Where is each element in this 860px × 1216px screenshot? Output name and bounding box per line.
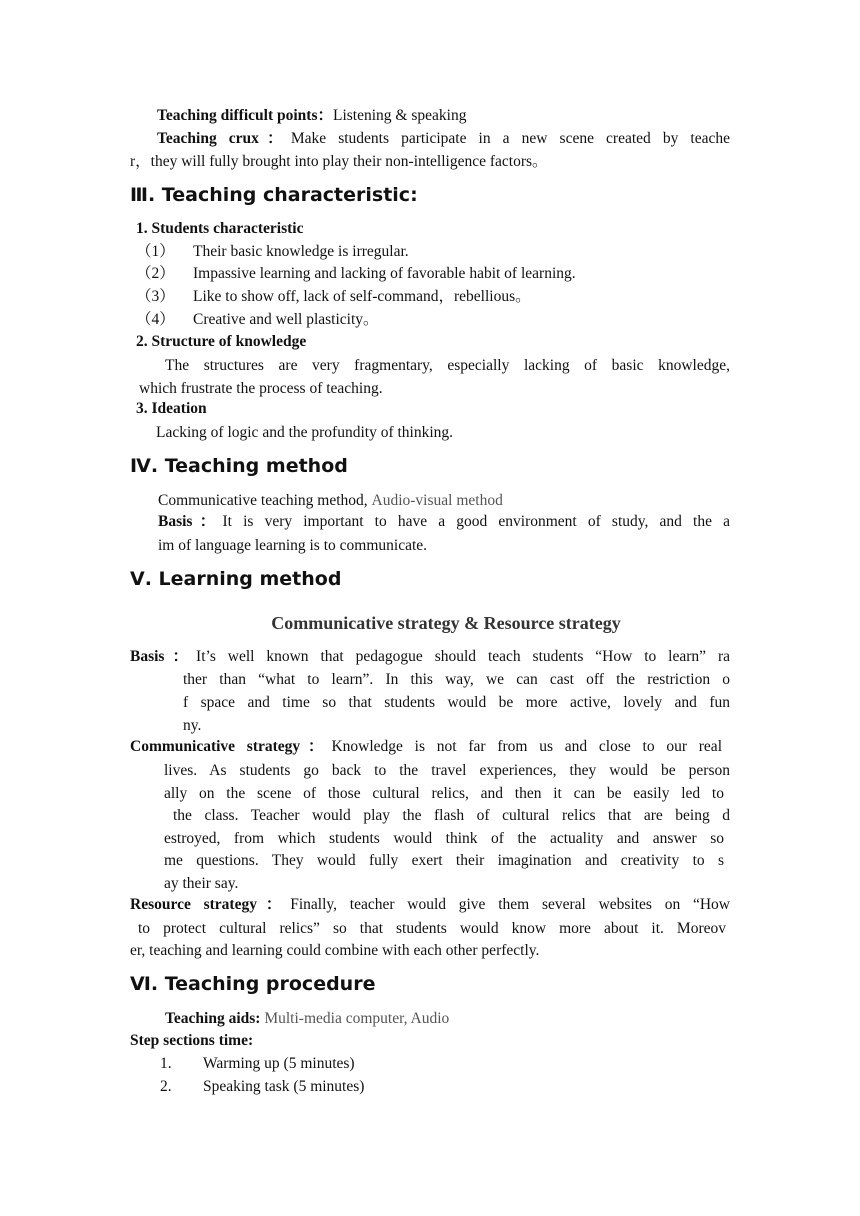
list-item [160,1076,364,1098]
method-line [158,490,503,512]
list-item-num: （4） [136,311,175,328]
comm-line-5: estroyed, from which students would think of the actuality and answer so [164,830,724,847]
method-basis-label: Basis： [158,513,223,530]
res-label: Resource strategy： [130,896,291,913]
comm-line-6: me questions. They would fully exert their imagination and creativity to s [164,852,724,869]
comm-line-7: ay their say. [164,875,239,892]
sub-2-num: 2. [136,333,148,350]
comm-line-1: Communicative strategy：Knowledge is not far from us and close to our real [130,738,722,755]
list-item-text: Their basic knowledge is irregular. [193,243,409,260]
comm-label: Communicative strategy： [130,738,332,755]
list-item-num: （3） [136,288,175,305]
step-num: 2. [160,1078,172,1095]
list-item-text: Creative and well plasticity。 [193,311,379,328]
basis-line-4: ny. [183,717,202,734]
step-text: Warming up (5 minutes) [203,1055,355,1072]
section-5-heading: Ⅴ. Learning method [130,568,342,590]
difficult-points-label: Teaching difficult points： [157,107,333,124]
comm-line-3: ally on the scene of those cultural relics, and then it can be easily led to [164,785,724,802]
crux-line-1 [157,128,730,150]
res-line-1: Resource strategy：Finally, teacher would give them several websites on “How [130,896,730,913]
sub-3-text: Lacking of logic and the profundity of thinking. [156,424,454,441]
method-basis-line-1: Basis：It is very important to have a good environment of study, and the a [158,513,730,530]
crux-text-1: Make students participate in a new scene created by teache [290,130,730,147]
sub-1-title: Students characteristic [151,220,304,237]
sub-3-heading [136,398,207,420]
sub-2-line-1: The structures are very fragmentary, especially lacking of basic knowledge, [165,357,730,374]
sub-3-num: 3. [136,400,148,417]
list-item-text: Like to show off, lack of self-command，rebellious。 [193,288,531,305]
list-item [136,309,379,331]
difficult-points-text: Listening & speaking [333,107,467,124]
aids-line [165,1008,449,1030]
aids-label: Teaching aids: [165,1010,261,1027]
list-item [160,1053,355,1075]
difficult-points-line [157,105,466,127]
aids-text: Multi-media computer, Audio [264,1010,450,1027]
sub-2-heading [136,331,306,353]
section-6-heading: Ⅵ. Teaching procedure [130,973,376,995]
crux-line-2: r，they will fully brought into play their non-intelligence factors。 [130,153,548,170]
step-num: 1. [160,1055,172,1072]
sub-3-title: Ideation [151,400,207,417]
list-item [136,263,576,285]
step-text: Speaking task (5 minutes) [203,1078,365,1095]
step-label: Step sections time: [130,1032,254,1049]
list-item [136,286,531,308]
strategy-heading: Communicative strategy & Resource strategy [271,613,621,633]
basis-label: Basis： [130,648,197,665]
method-b: Audio-visual method [371,492,503,509]
basis-line-2: ther than “what to learn”. In this way, we can cast off the restriction o [183,671,730,688]
sub-1-num: 1. [136,220,148,237]
basis-line-3: f space and time so that students would be more active, lovely and fun [183,694,730,711]
crux-label: Teaching crux： [157,130,291,147]
list-item-text: Impassive learning and lacking of favorable habit of learning. [193,265,576,282]
comm-line-2: lives. As students go back to the travel experiences, they would be person [164,762,730,779]
res-line-2: to protect cultural relics” so that students would know more about it. Moreov [138,920,726,937]
list-item-num: （2） [136,265,175,282]
basis-line-1: Basis：It’s well known that pedagogue should teach students “How to learn” ra [130,648,730,665]
list-item [136,241,409,263]
sub-1-heading [136,218,303,240]
comm-line-4: the class. Teacher would play the flash of cultural relics that are being d [173,807,730,824]
sub-2-line-2: which frustrate the process of teaching. [139,380,383,397]
section-3-heading: Ⅲ. Teaching characteristic: [130,184,418,206]
method-basis-line-2: im of language learning is to communicate. [158,537,428,554]
list-item-num: （1） [136,243,175,260]
res-line-3: er, teaching and learning could combine with each other perfectly. [130,942,540,959]
section-4-heading: Ⅳ. Teaching method [130,455,348,477]
method-a: Communicative teaching method, [158,492,368,509]
sub-2-title: Structure of knowledge [151,333,307,350]
